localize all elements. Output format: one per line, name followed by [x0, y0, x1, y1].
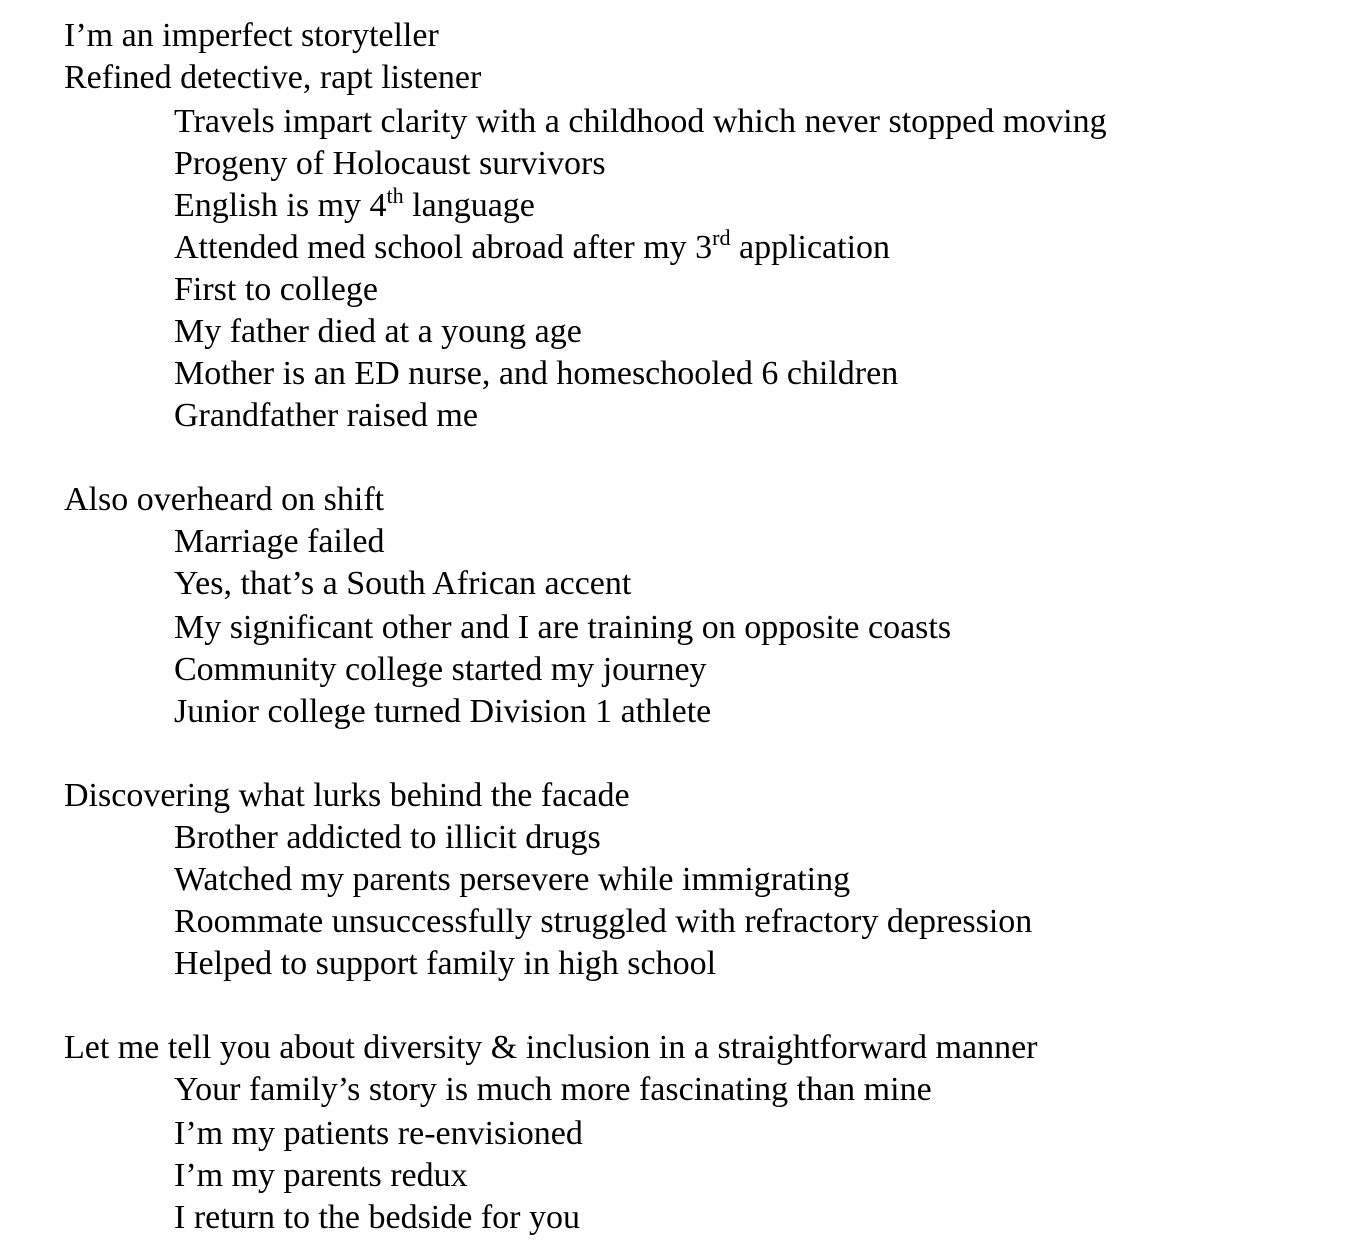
poem-line-indented: Yes, that’s a South African accent: [174, 565, 632, 602]
poem-line-indented: Helped to support family in high school: [174, 945, 717, 982]
line-text: English is my 4: [174, 187, 387, 224]
poem-line-indented: Roommate unsuccessfully struggled with refractory depression: [174, 903, 1033, 940]
poem-line: Refined detective, rapt listener: [64, 59, 482, 96]
poem-line-indented: I’m my patients re-envisioned: [174, 1115, 583, 1152]
line-text: Attended med school abroad after my 3: [174, 229, 713, 266]
poem-line-indented: [174, 225, 891, 268]
poem-line-indented: My significant other and I are training on opposite coasts: [174, 609, 952, 646]
poem-line: I’m an imperfect storyteller: [64, 17, 439, 54]
poem-line-indented: Marriage failed: [174, 523, 385, 560]
poem-line-indented: Watched my parents persevere while immigrating: [174, 861, 851, 898]
poem-line-indented: First to college: [174, 271, 378, 308]
poem-line-indented: Progeny of Holocaust survivors: [174, 145, 606, 182]
poem-line-indented: I return to the bedside for you: [174, 1199, 580, 1236]
ordinal-suffix: rd: [712, 225, 731, 250]
poem-line-indented: Grandfather raised me: [174, 397, 478, 434]
line-text: application: [730, 229, 891, 266]
poem-line-indented: Brother addicted to illicit drugs: [174, 819, 601, 856]
ordinal-suffix: th: [386, 183, 404, 208]
poem-line: Let me tell you about diversity & inclusion in a straightforward manner: [64, 1029, 1038, 1066]
poem-line-indented: Junior college turned Division 1 athlete: [174, 693, 712, 730]
poem-line: Discovering what lurks behind the facade: [64, 777, 630, 814]
line-text: language: [403, 187, 535, 224]
poem-line-indented: I’m my parents redux: [174, 1157, 468, 1194]
poem-line-indented: Your family’s story is much more fascinating than mine: [174, 1071, 932, 1108]
poem-line-indented: Mother is an ED nurse, and homeschooled 6 children: [174, 355, 899, 392]
poem-line-indented: My father died at a young age: [174, 313, 582, 350]
poem-line-indented: [174, 183, 535, 226]
poem-line-indented: Travels impart clarity with a childhood which never stopped moving: [174, 103, 1107, 140]
poem-line: Also overheard on shift: [64, 481, 385, 518]
poem-line-indented: Community college started my journey: [174, 651, 707, 688]
